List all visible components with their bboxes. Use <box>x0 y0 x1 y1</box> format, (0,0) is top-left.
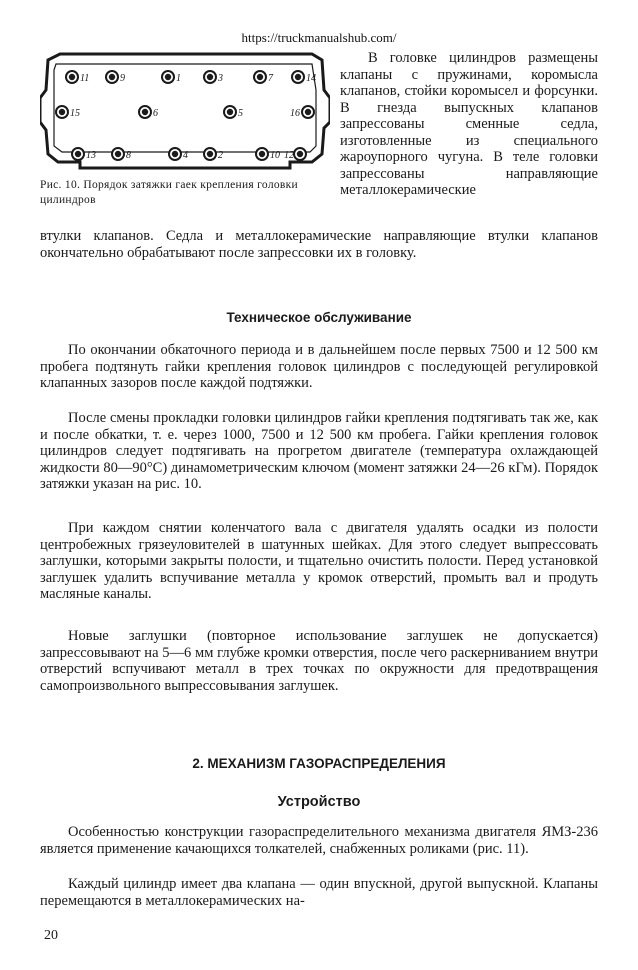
bolt-2 <box>204 148 223 161</box>
svg-text:16: 16 <box>290 108 300 119</box>
bolt-16 <box>290 106 314 119</box>
source-url[interactable]: https://truckmanualshub.com/ <box>241 30 397 45</box>
bolt-11 <box>66 71 89 84</box>
svg-text:4: 4 <box>183 150 188 161</box>
svg-text:15: 15 <box>70 108 80 119</box>
cylinder-head-figure <box>40 50 330 170</box>
svg-text:3: 3 <box>218 73 223 84</box>
gas-paragraph-1: Особенностью конструкции газораспределительного механизма двигателя ЯМЗ-236 является применение качающихся толкателей, снабженных роликами (рис. 11). <box>40 824 598 857</box>
svg-text:2: 2 <box>218 150 223 161</box>
bolt-7 <box>254 71 274 84</box>
svg-text:12: 12 <box>284 150 294 161</box>
svg-text:13: 13 <box>86 150 96 161</box>
bolt-9 <box>106 71 125 84</box>
bolt-3 <box>204 71 223 84</box>
bolt-13 <box>72 148 96 161</box>
gas-paragraph-2: Каждый цилиндр имеет два клапана — один впускной, другой выпускной. Клапаны перемещаются в металлокерамических на- <box>40 876 598 909</box>
section-heading: 2. МЕХАНИЗМ ГАЗОРАСПРЕДЕЛЕНИЯ <box>192 756 446 771</box>
figure-caption: Рис. 10. Порядок затяжки гаек крепления головки цилиндров <box>40 179 298 206</box>
svg-text:6: 6 <box>153 108 158 119</box>
section-subheading: Устройство <box>277 794 361 810</box>
intro-paragraph-continued: втулки клапанов. Седла и металлокерамические направляющие втулки клапанов окончательно обрабатывают после запрессовки их в головку. <box>40 228 598 261</box>
bolt-5 <box>224 106 243 119</box>
head-inner-outline <box>54 64 316 152</box>
maintenance-heading: Техническое обслуживание <box>226 310 412 325</box>
svg-text:14: 14 <box>306 73 316 84</box>
svg-text:10: 10 <box>270 150 280 161</box>
bolt-8 <box>112 148 131 161</box>
bolt-10 <box>256 148 280 161</box>
maintenance-paragraph-2: После смены прокладки головки цилиндров гайки крепления подтягивать так же, как и после обкатки, т. е. через 1000, 7500 и 12 500 км пробега. Гайки крепления головок цилиндров следует подтягивать на прогретом двигателе (температура охлаждающей жидкости 80—90°С) динамометрическим ключом (момент затяжки 24—26 кГм). Порядок затяжки указан на рис. 10. <box>40 410 598 492</box>
maintenance-paragraph-3: При каждом снятии коленчатого вала с двигателя удалять осадки из полости центробежных грязеуловителей в шатунных шейках. Для этого следует выпрессовать заглушки, которыми закрыты полости, и тщательно очистить полости. Перед установкой заглушек удалить вспучивание металла у кромок отверстий, промыть вал и продуть масляные каналы. <box>40 520 598 602</box>
svg-text:7: 7 <box>268 73 273 84</box>
svg-text:1: 1 <box>176 73 181 84</box>
bolt-4 <box>169 148 188 161</box>
svg-text:9: 9 <box>120 73 125 84</box>
cylinder-head-diagram <box>40 50 330 170</box>
intro-paragraph: В головке цилиндров размещены клапаны с пружинами, коромысла клапанов, стойки коромысел и форсунки. В гнезда выпускных клапанов запрессованы сменные седла, изготовленные из специального жароупорного чугуна. В теле головки запрессованы направляющие металлокерамические <box>340 50 598 198</box>
svg-text:5: 5 <box>238 108 243 119</box>
bolt-15 <box>56 106 80 119</box>
bolt-1 <box>162 71 181 84</box>
bolt-12 <box>284 148 306 161</box>
maintenance-paragraph-4: Новые заглушки (повторное использование заглушек не допускается) запрессовывают на 5—6 мм глубже кромки отверстия, после чего раскерниванием внутри отверстий вспучивают металл в трех точках по окружности для предотвращения самопроизвольного выпрессовывания заглушек. <box>40 628 598 694</box>
maintenance-paragraph-1: По окончании обкаточного периода и в дальнейшем после первых 7500 и 12 500 км пробега подтянуть гайки крепления головок цилиндров с последующей регулировкой клапанных зазоров после каждой подтяжки. <box>40 342 598 391</box>
page-number: 20 <box>44 928 58 943</box>
svg-text:11: 11 <box>80 73 90 84</box>
svg-text:8: 8 <box>126 150 131 161</box>
bolt-6 <box>139 106 158 119</box>
bolt-14 <box>292 71 316 84</box>
